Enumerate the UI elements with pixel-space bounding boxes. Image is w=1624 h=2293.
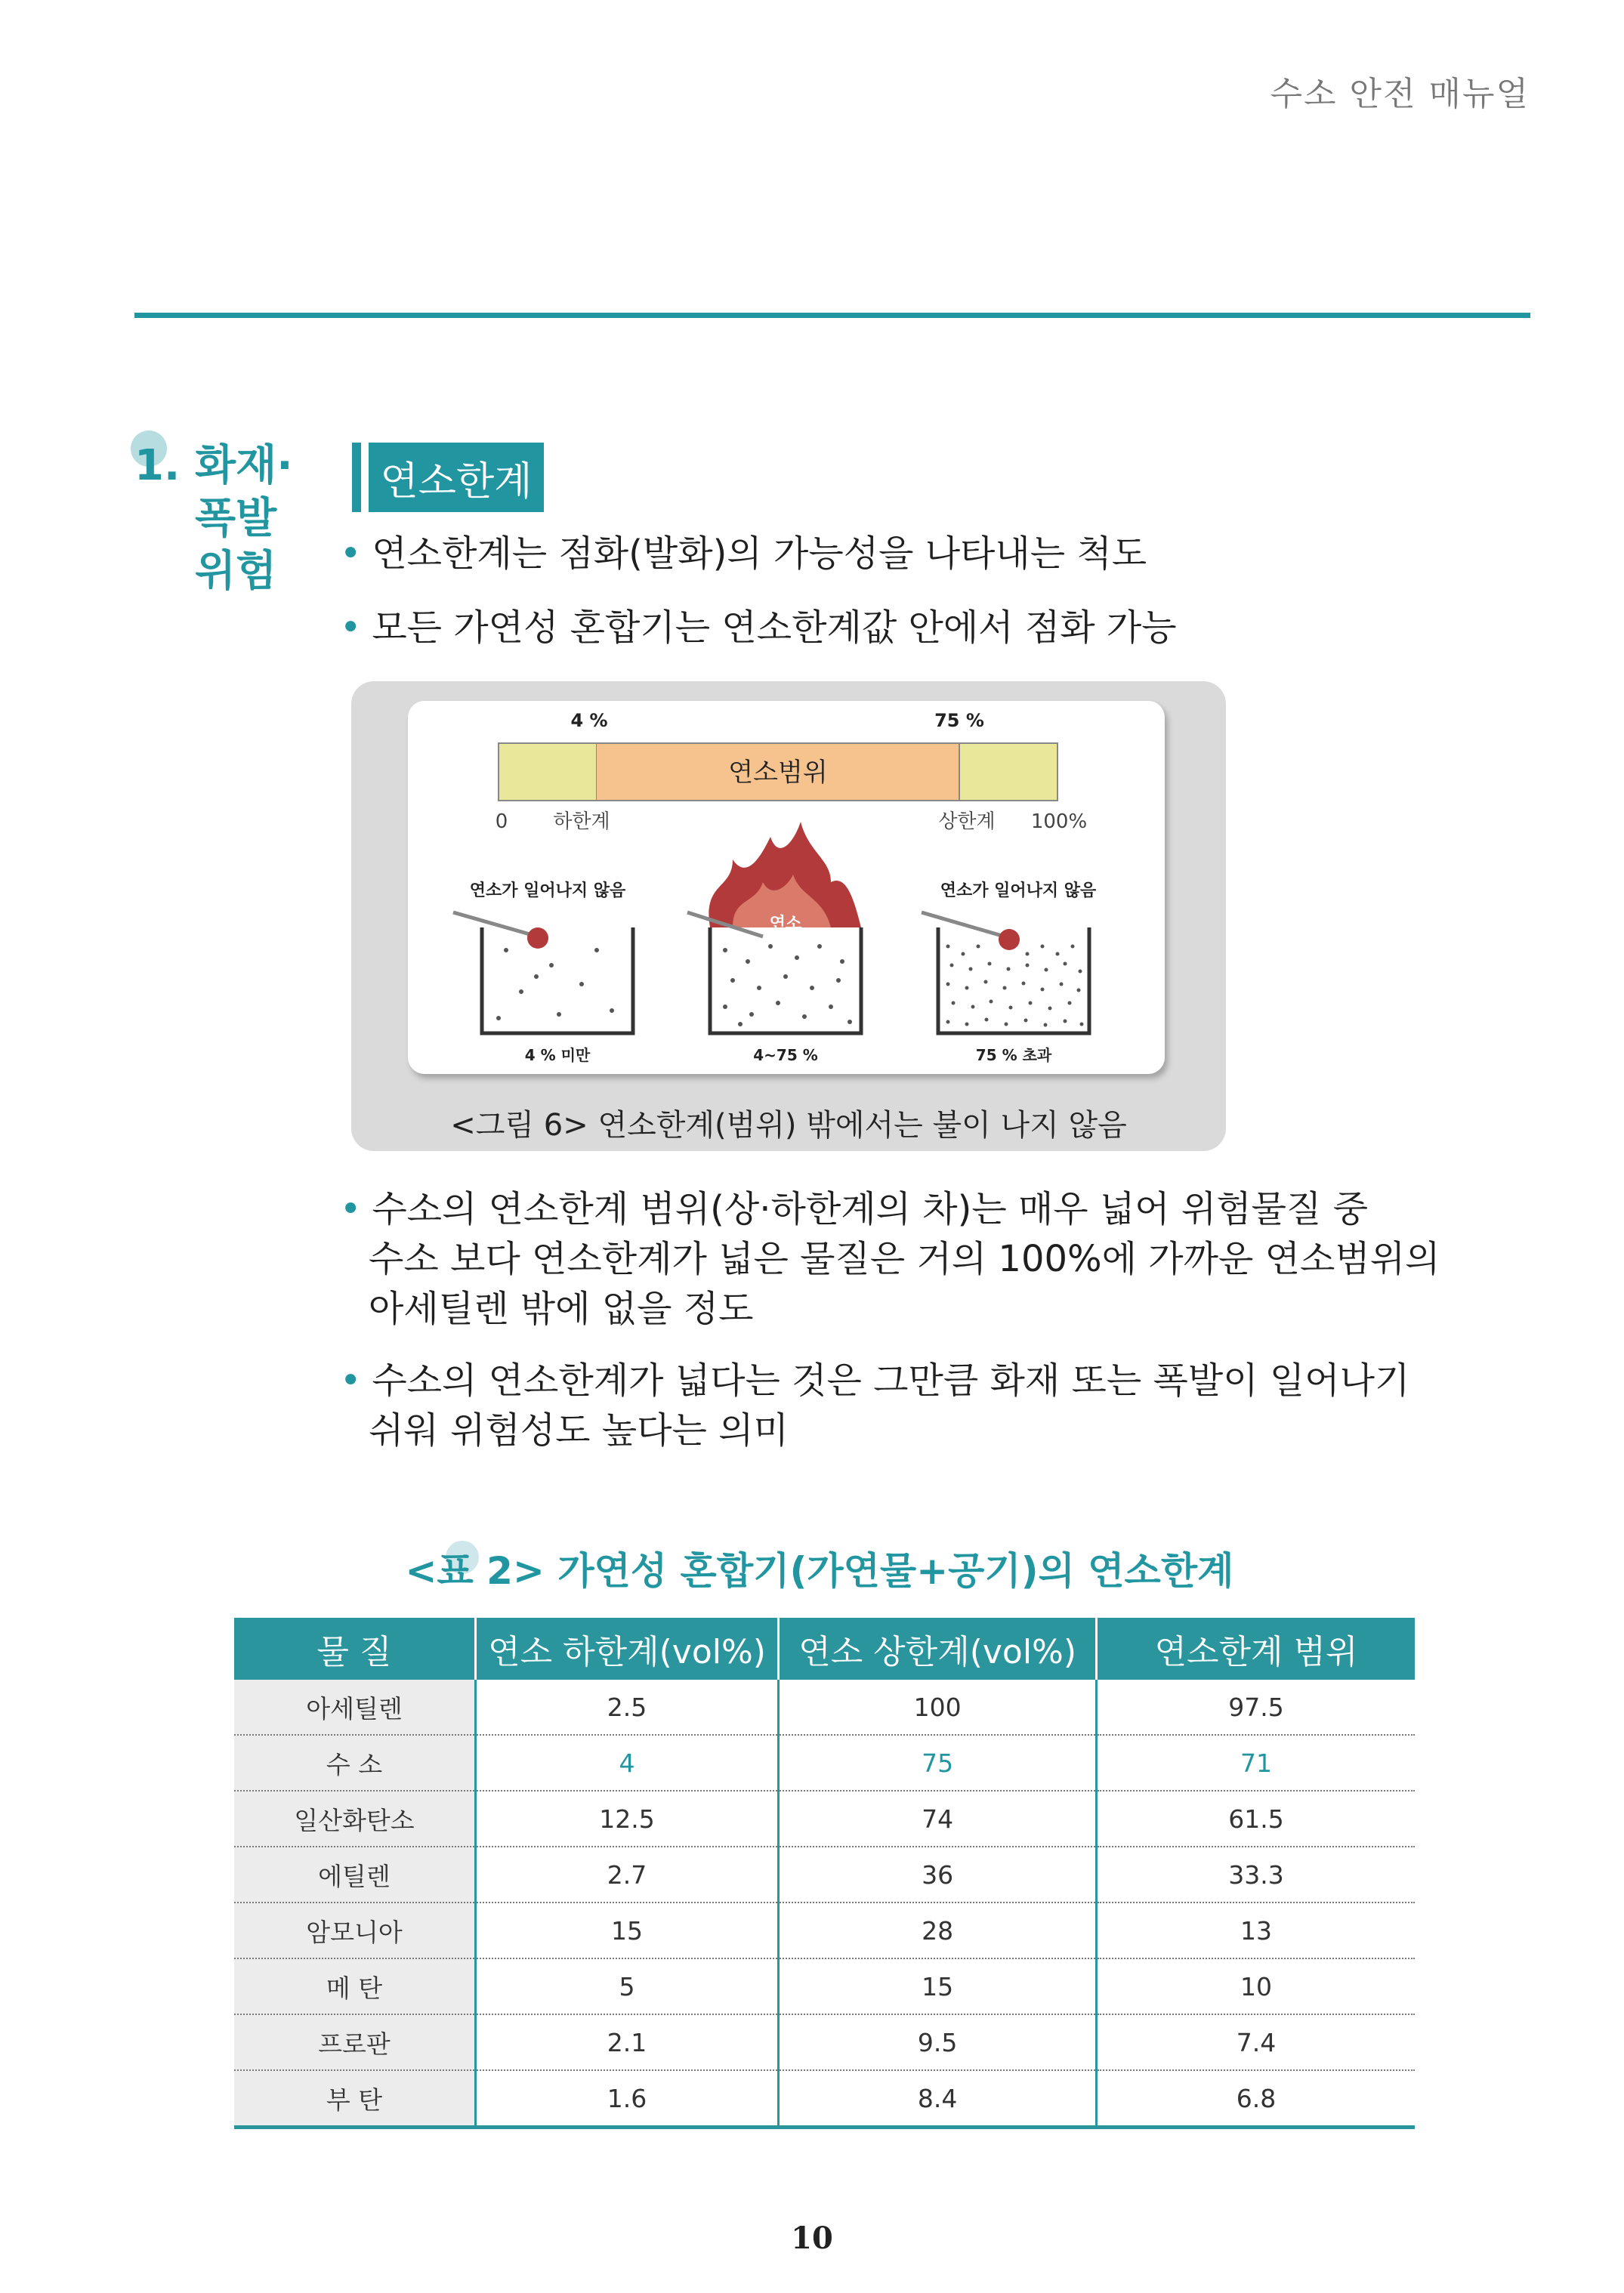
bullet-dot-icon: • <box>340 1188 362 1230</box>
container-low <box>482 927 633 1033</box>
table-cell: 프로판 <box>234 2014 475 2070</box>
column-header: 연소 하한계(vol%) <box>475 1618 778 1680</box>
column-header: 연소한계 범위 <box>1097 1618 1415 1680</box>
pct-high-label: 75 % <box>934 710 984 731</box>
table-row <box>234 1847 1415 1903</box>
match-stick <box>453 912 533 935</box>
section-title-line: 위험 <box>195 547 277 596</box>
combustion-label: 연소 <box>769 915 802 934</box>
subheading-accent-bar <box>352 443 361 512</box>
table-cell: 1.6 <box>475 2070 778 2128</box>
bullet-item: • 수소의 연소한계 범위(상·하한계의 차)는 매우 넓어 위험물질 중 수소 보다 연소한계가 넓은 물질은 거의 100%에 가까운 연소범위의 아세틸렌 밖에 없을 정도 <box>340 1188 1440 1330</box>
header-rule <box>134 313 1530 318</box>
table-cell: 일산화탄소 <box>234 1791 475 1847</box>
match-stick <box>922 912 1005 937</box>
table-cell: 에틸렌 <box>234 1847 475 1903</box>
pct-low-label: 4 % <box>570 710 608 731</box>
bullet-dot-icon: • <box>340 1359 362 1402</box>
table-cell: 아세틸렌 <box>234 1680 475 1735</box>
table-cell: 97.5 <box>1097 1680 1415 1735</box>
bullet-item: • 연소한계는 점화(발화)의 가능성을 나타내는 척도 <box>340 532 1147 575</box>
table-row <box>234 1680 1415 1735</box>
upper-limit-label: 상한계 <box>938 810 996 833</box>
particles-sparse <box>496 948 614 1020</box>
table-row-highlighted <box>234 1735 1415 1791</box>
particles-dense <box>946 945 1084 1027</box>
table-cell: 6.8 <box>1097 2070 1415 2128</box>
subheading: 연소한계 <box>369 443 544 512</box>
match-flame <box>999 929 1020 950</box>
table-cell: 수 소 <box>234 1735 475 1791</box>
table-cell: 12.5 <box>475 1791 778 1847</box>
table-title: <표 2> 가연성 혼합기(가연물+공기)의 연소한계 <box>405 1549 1234 1593</box>
figure-caption: <그림 6> 연소한계(범위) 밖에서는 불이 나지 않음 <box>450 1108 1127 1143</box>
table-cell: 15 <box>475 1903 778 1958</box>
table-cell: 부 탄 <box>234 2070 475 2128</box>
above-range-segment <box>959 743 1057 801</box>
table-row <box>234 1958 1415 2014</box>
table-cell: 4 <box>475 1735 778 1791</box>
table-cell: 메 탄 <box>234 1958 475 2014</box>
match-flame <box>527 927 548 949</box>
table-cell: 74 <box>779 1791 1097 1847</box>
table-cell: 2.5 <box>475 1680 778 1735</box>
range-label: 연소범위 <box>728 758 828 788</box>
container-label: 4 % 미만 <box>524 1046 591 1064</box>
table-cell: 13 <box>1097 1903 1415 1958</box>
column-header: 물 질 <box>234 1618 475 1680</box>
running-header: 수소 안전 매뉴얼 <box>1270 75 1530 113</box>
table-row <box>234 2014 1415 2070</box>
below-range-segment <box>499 743 597 801</box>
container-label: 75 % 초과 <box>975 1046 1052 1064</box>
section-number: 1. <box>134 441 181 490</box>
table-cell: 7.4 <box>1097 2014 1415 2070</box>
table-cell: 암모니아 <box>234 1903 475 1958</box>
bullet-dot-icon: • <box>340 606 362 649</box>
lower-limit-label: 하한계 <box>553 810 610 833</box>
section-title-line: 화재· <box>195 441 293 490</box>
table-cell: 10 <box>1097 1958 1415 2014</box>
table-row <box>234 2070 1415 2128</box>
table-cell: 2.1 <box>475 2014 778 2070</box>
table-cell: 15 <box>779 1958 1097 2014</box>
bullet-dot-icon: • <box>340 532 362 575</box>
axis-hundred-label: 100% <box>1030 810 1088 833</box>
table-cell: 8.4 <box>779 2070 1097 2128</box>
flammability-limits-table <box>234 1618 1415 2129</box>
table-cell: 75 <box>779 1735 1097 1791</box>
table-cell: 71 <box>1097 1735 1415 1791</box>
table-cell: 36 <box>779 1847 1097 1903</box>
page-number: 10 <box>791 2220 833 2256</box>
axis-zero-label: 0 <box>495 810 508 833</box>
table-row <box>234 1791 1415 1847</box>
table-cell: 100 <box>779 1680 1097 1735</box>
no-combustion-label: 연소가 일어나지 않음 <box>940 881 1097 900</box>
column-header: 연소 상한계(vol%) <box>779 1618 1097 1680</box>
container-label: 4~75 % <box>753 1046 818 1064</box>
flammability-range-diagram <box>408 701 1165 1074</box>
table-row <box>234 1903 1415 1958</box>
table-cell: 33.3 <box>1097 1847 1415 1903</box>
particles-medium <box>723 944 852 1026</box>
table-cell: 61.5 <box>1097 1791 1415 1847</box>
table-cell: 2.7 <box>475 1847 778 1903</box>
bullet-item: • 수소의 연소한계가 넓다는 것은 그만큼 화재 또는 폭발이 일어나기 쉬워 위험성도 높다는 의미 <box>340 1359 1410 1452</box>
table-cell: 5 <box>475 1958 778 2014</box>
table-cell: 28 <box>779 1903 1097 1958</box>
no-combustion-label: 연소가 일어나지 않음 <box>469 881 626 900</box>
bullet-item: • 모든 가연성 혼합기는 연소한계값 안에서 점화 가능 <box>340 606 1177 649</box>
table-cell: 9.5 <box>779 2014 1097 2070</box>
section-title <box>134 440 292 598</box>
table-header-row <box>234 1618 1415 1680</box>
section-title-line: 폭발 <box>195 494 277 543</box>
